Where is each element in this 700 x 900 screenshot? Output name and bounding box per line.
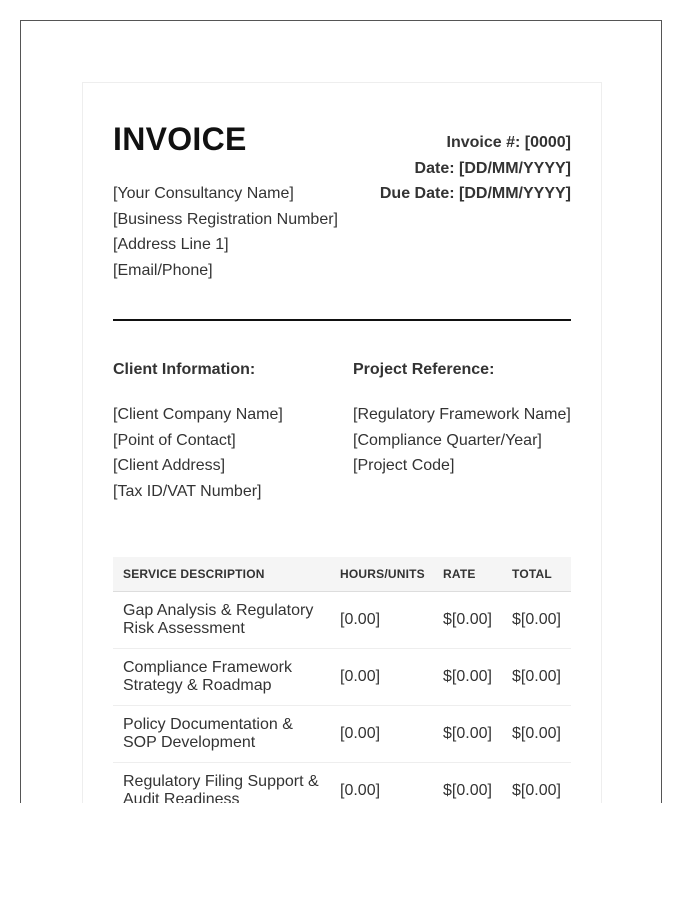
- project-reference: [353, 359, 583, 479]
- project-line: [Compliance Quarter/Year]: [353, 431, 542, 449]
- description-line: Audit Readiness: [123, 791, 240, 803]
- description-line: Regulatory Filing Support &: [123, 773, 319, 790]
- document-viewport: [20, 20, 662, 803]
- header-divider: [113, 319, 571, 321]
- column-header-total: TOTAL: [502, 557, 571, 592]
- project-line: [Project Code]: [353, 457, 455, 475]
- table-row: [113, 706, 571, 763]
- description-line: Strategy & Roadmap: [123, 677, 272, 694]
- client-information: [113, 359, 353, 505]
- service-rate: $[0.00]: [433, 706, 502, 763]
- company-registration: [Business Registration Number]: [113, 210, 338, 228]
- invoice-title: INVOICE: [113, 121, 247, 157]
- description-line: Gap Analysis & Regulatory: [123, 602, 314, 619]
- service-description: [113, 706, 330, 763]
- service-units: [0.00]: [330, 763, 433, 804]
- client-line: [Point of Contact]: [113, 431, 236, 449]
- company-info: [113, 181, 338, 284]
- company-contact: [Email/Phone]: [113, 262, 213, 280]
- column-header-units: HOURS/UNITS: [330, 557, 433, 592]
- description-line: Risk Assessment: [123, 620, 245, 637]
- description-line: SOP Development: [123, 734, 256, 751]
- service-units: [0.00]: [330, 592, 433, 649]
- invoice-meta: [380, 130, 571, 207]
- client-line: [Client Address]: [113, 457, 226, 475]
- service-total: $[0.00]: [502, 763, 571, 804]
- table-row: [113, 592, 571, 649]
- service-description: [113, 592, 330, 649]
- invoice-page: [82, 82, 602, 803]
- invoice-date: Date: [DD/MM/YYYY]: [414, 159, 571, 177]
- service-total: $[0.00]: [502, 592, 571, 649]
- company-name: [Your Consultancy Name]: [113, 185, 294, 202]
- service-rate: $[0.00]: [433, 592, 502, 649]
- project-line: [Regulatory Framework Name]: [353, 406, 571, 423]
- service-description: [113, 649, 330, 706]
- client-line: [Client Company Name]: [113, 406, 283, 423]
- table-row: [113, 763, 571, 804]
- description-line: Compliance Framework: [123, 659, 292, 676]
- project-heading: Project Reference:: [353, 361, 495, 378]
- service-units: [0.00]: [330, 706, 433, 763]
- table-header-row: [113, 557, 571, 592]
- invoice-due-date: Due Date: [DD/MM/YYYY]: [379, 185, 571, 203]
- service-total: $[0.00]: [502, 649, 571, 706]
- invoice-number: Invoice #: [0000]: [446, 134, 571, 151]
- service-description: [113, 763, 330, 804]
- services-table: [113, 557, 571, 803]
- column-header-description: SERVICE DESCRIPTION: [113, 557, 330, 592]
- table-row: [113, 649, 571, 706]
- service-rate: $[0.00]: [433, 649, 502, 706]
- client-heading: Client Information:: [113, 361, 256, 378]
- description-line: Policy Documentation &: [123, 716, 293, 733]
- company-address: [Address Line 1]: [113, 236, 229, 254]
- column-header-rate: RATE: [433, 557, 502, 592]
- service-rate: $[0.00]: [433, 763, 502, 804]
- service-total: $[0.00]: [502, 706, 571, 763]
- client-line: [Tax ID/VAT Number]: [113, 483, 262, 501]
- service-units: [0.00]: [330, 649, 433, 706]
